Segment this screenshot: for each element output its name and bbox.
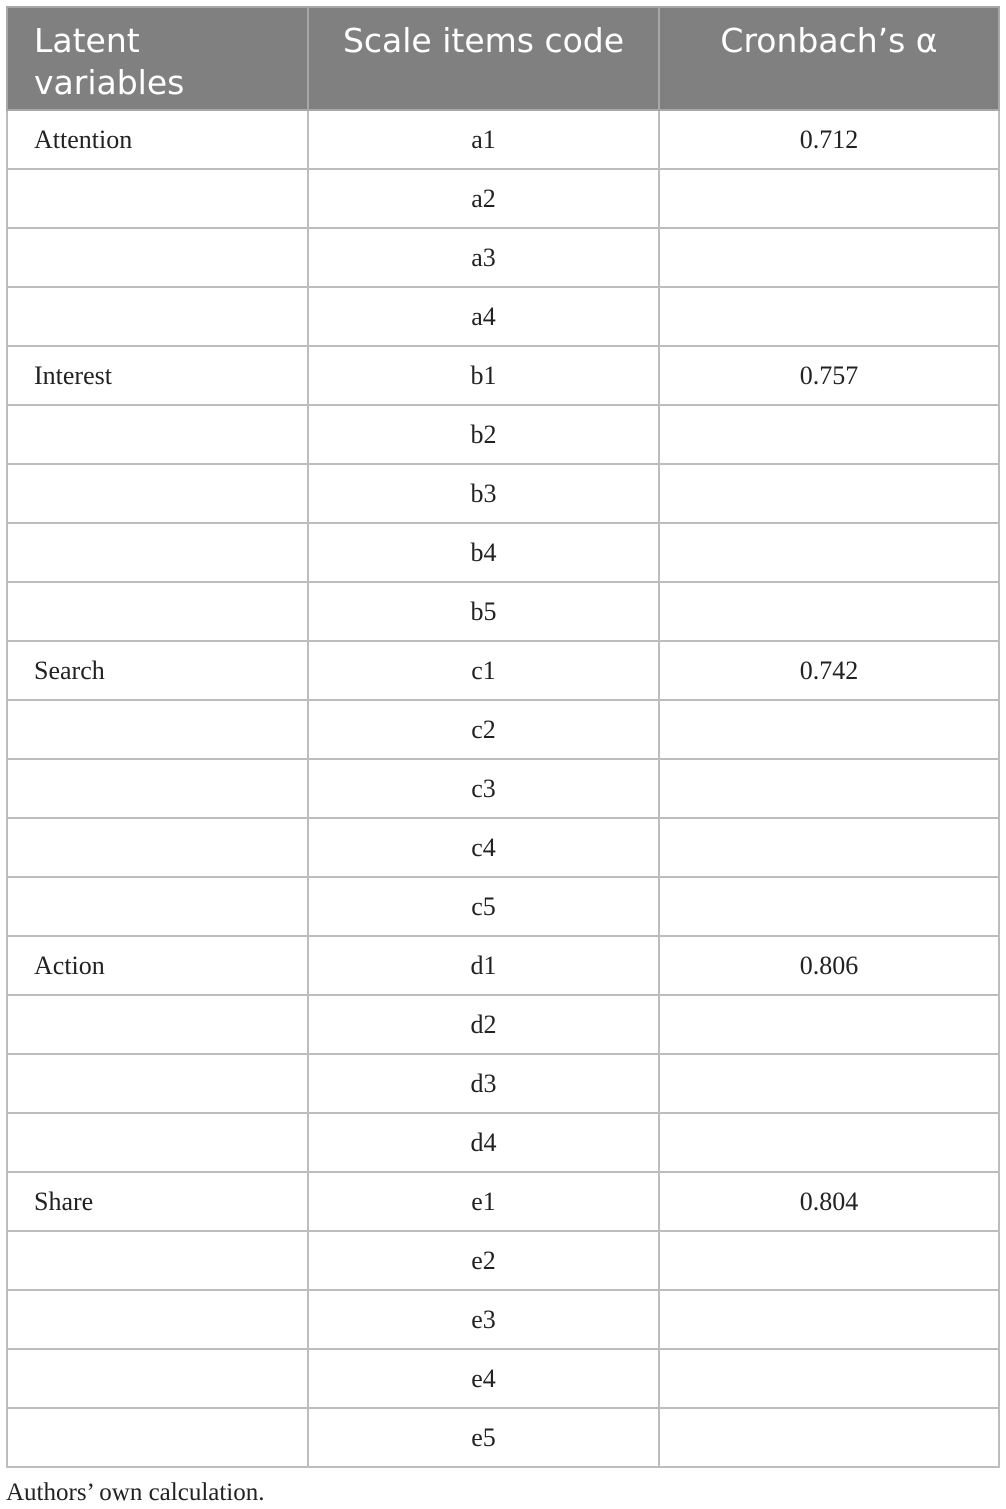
cronbach-alpha-cell — [659, 1231, 999, 1290]
table-row — [7, 110, 999, 169]
latent-variable-cell — [7, 700, 308, 759]
latent-variable-cell — [7, 1290, 308, 1349]
table-row — [7, 1290, 999, 1349]
latent-variable-cell — [7, 1054, 308, 1113]
table-row — [7, 641, 999, 700]
table-row — [7, 1231, 999, 1290]
cronbach-alpha-cell — [659, 287, 999, 346]
table-row — [7, 759, 999, 818]
scale-item-code-cell: a4 — [308, 287, 659, 346]
table-row — [7, 700, 999, 759]
table-header — [7, 7, 999, 110]
scale-item-code-cell: b1 — [308, 346, 659, 405]
scale-item-code-cell: d1 — [308, 936, 659, 995]
scale-item-code-cell: d3 — [308, 1054, 659, 1113]
cronbach-alpha-cell: 0.804 — [659, 1172, 999, 1231]
latent-variable-cell — [7, 523, 308, 582]
cronbach-alpha-cell — [659, 818, 999, 877]
header-row — [7, 7, 999, 110]
latent-variable-cell — [7, 818, 308, 877]
latent-variable-cell: Attention — [7, 110, 308, 169]
scale-item-code-cell: b3 — [308, 464, 659, 523]
cronbach-alpha-cell — [659, 759, 999, 818]
scale-item-code-cell: e1 — [308, 1172, 659, 1231]
cronbach-alpha-cell: 0.806 — [659, 936, 999, 995]
latent-variable-cell — [7, 464, 308, 523]
table-row — [7, 169, 999, 228]
header-cronbachs-alpha: Cronbach’s α — [659, 7, 999, 110]
table-row — [7, 464, 999, 523]
scale-item-code-cell: e3 — [308, 1290, 659, 1349]
scale-item-code-cell: b2 — [308, 405, 659, 464]
latent-variable-cell — [7, 582, 308, 641]
latent-variable-cell: Interest — [7, 346, 308, 405]
table-row — [7, 582, 999, 641]
latent-variable-cell — [7, 1408, 308, 1467]
table-row — [7, 228, 999, 287]
table-row — [7, 287, 999, 346]
cronbach-alpha-cell — [659, 523, 999, 582]
scale-item-code-cell: e2 — [308, 1231, 659, 1290]
table-row — [7, 818, 999, 877]
table-row — [7, 346, 999, 405]
table-row — [7, 1408, 999, 1467]
scale-item-code-cell: b4 — [308, 523, 659, 582]
scale-item-code-cell: c4 — [308, 818, 659, 877]
scale-item-code-cell: a1 — [308, 110, 659, 169]
cronbach-alpha-cell — [659, 405, 999, 464]
table-row — [7, 1172, 999, 1231]
cronbach-alpha-cell — [659, 1054, 999, 1113]
scale-item-code-cell: a3 — [308, 228, 659, 287]
latent-variable-cell — [7, 228, 308, 287]
latent-variable-cell: Share — [7, 1172, 308, 1231]
scale-item-code-cell: c2 — [308, 700, 659, 759]
table-row — [7, 995, 999, 1054]
scale-item-code-cell: c5 — [308, 877, 659, 936]
latent-variable-cell — [7, 405, 308, 464]
scale-item-code-cell: d4 — [308, 1113, 659, 1172]
table-body — [7, 110, 999, 1467]
latent-variable-cell — [7, 169, 308, 228]
cronbach-alpha-cell — [659, 995, 999, 1054]
table-row — [7, 1054, 999, 1113]
table-footnote: Authors’ own calculation. — [6, 1479, 265, 1506]
cronbach-alpha-cell — [659, 1290, 999, 1349]
reliability-table — [6, 6, 1000, 1468]
table-row — [7, 405, 999, 464]
scale-item-code-cell: d2 — [308, 995, 659, 1054]
scale-item-code-cell: a2 — [308, 169, 659, 228]
cronbach-alpha-cell — [659, 1408, 999, 1467]
latent-variable-cell — [7, 1231, 308, 1290]
latent-variable-cell: Action — [7, 936, 308, 995]
header-scale-items-code: Scale items code — [308, 7, 659, 110]
cronbach-alpha-cell — [659, 877, 999, 936]
latent-variable-cell: Search — [7, 641, 308, 700]
cronbach-alpha-cell — [659, 1113, 999, 1172]
cronbach-alpha-cell: 0.742 — [659, 641, 999, 700]
latent-variable-cell — [7, 287, 308, 346]
cronbach-alpha-cell — [659, 464, 999, 523]
latent-variable-cell — [7, 995, 308, 1054]
table-row — [7, 523, 999, 582]
latent-variable-cell — [7, 1349, 308, 1408]
cronbach-alpha-cell — [659, 228, 999, 287]
cronbach-alpha-cell: 0.757 — [659, 346, 999, 405]
table-row — [7, 936, 999, 995]
cronbach-alpha-cell — [659, 1349, 999, 1408]
scale-item-code-cell: b5 — [308, 582, 659, 641]
cronbach-alpha-cell — [659, 582, 999, 641]
table-row — [7, 877, 999, 936]
scale-item-code-cell: c1 — [308, 641, 659, 700]
header-latent-variables: Latent variables — [7, 7, 308, 110]
table-row — [7, 1113, 999, 1172]
scale-item-code-cell: e5 — [308, 1408, 659, 1467]
cronbach-alpha-cell — [659, 700, 999, 759]
latent-variable-cell — [7, 1113, 308, 1172]
table-row — [7, 1349, 999, 1408]
latent-variable-cell — [7, 877, 308, 936]
cronbach-alpha-cell: 0.712 — [659, 110, 999, 169]
scale-item-code-cell: e4 — [308, 1349, 659, 1408]
latent-variable-cell — [7, 759, 308, 818]
cronbach-alpha-cell — [659, 169, 999, 228]
scale-item-code-cell: c3 — [308, 759, 659, 818]
